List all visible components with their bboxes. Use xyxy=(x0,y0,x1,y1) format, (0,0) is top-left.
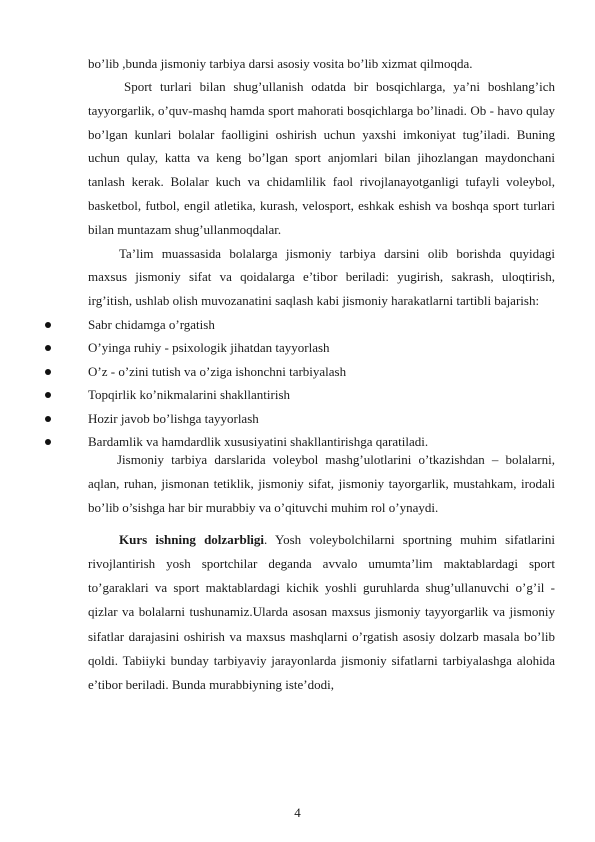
section-text: . Yosh voleybolchilarni sportning muhim sifatlarini rivojlantirish yosh sportchilar deganda avvalo umumta’lim maktablardagi sport to’garaklari va sport maktablardagi kichik yoshli guruhlarda shug’ullanuvchi o’g’il - qizlar va bolalarni tushunamiz.Ularda asosan maxsus jismoniy tayyorgarlik va jismoniy sifatlar darajasini oshirish va maxsus mashqlarni o’rgatish asosiy dolzarb masala bo’lib qoldi. Tabiiyki bunday tarbiyaviy jarayonlarda jismoniy sifatlarni tarbiyalashga alohida e’tibor beriladi. Bunda murabbiyning iste’dodi, xyxy=(88,531,555,693)
paragraph-sport-types: Sport turlari bilan shug’ullanish odatda bir bosqichlarga, ya’ni boshlang’ich tayyorgarlik, o’quv-mashq hamda sport mahorati bosqichlarga bo’linadi. Ob - havo qulay bo’lgan kunlari bolalar faolligini oshirish uchun yaxshi imkoniyat tug’iladi. Buning uchun qulay, katta va keng bo’lgan sport anjomlari bilan jihozlangan maydonchani tanlash kerak. Bolalar kuch va chidamlilik faol rivojlanayotganligi tufayli voleybol, basketbol, futbol, engil atletika, kurash, velosport, eshkak eshish va boshqa sport turlari bilan muntazam shug’ullanmoqdalar. xyxy=(88,79,555,237)
list-item: Hozir javob bo’lishga tayyorlash xyxy=(88,407,555,430)
bullet-icon xyxy=(45,369,51,375)
paragraph-education: Ta’lim muassasida bolalarga jismoniy tarbiya darsini olib borishda quyidagi maxsus jismoniy sifat va qoidalarga e’tibor beriladi: yugirish, sakrash, uloqtirish, irg’itish, ushlab olish muvozanatini saqlash kabi jismoniy harakatlarni tartibli bajarish: xyxy=(88,245,555,309)
bullet-list xyxy=(88,313,555,453)
bullet-icon xyxy=(45,416,51,422)
list-item: Topqirlik ko’nikmalarini shakllantirish xyxy=(88,383,555,406)
list-item: Bardamlik va hamdardlik xususiyatini shakllantirishga qaratiladi. xyxy=(88,430,555,453)
paragraph-volleyball: Jismoniy tarbiya darslarida voleybol mashg’ulotlarini o’tkazishdan – bolalarni, aqlan, ruhan, jismonan tetiklik, jismoniy sifat, jismoniy tayorgarlik, mustahkam, irodali bo’lib o’sishga har bir murabbiy va o’qituvchi muhim rol o’ynaydi. xyxy=(88,452,555,515)
page-number: 4 xyxy=(294,805,301,820)
bullet-icon xyxy=(45,439,51,445)
list-item: O’z - o’zini tutish va o’ziga ishonchni tarbiyalash xyxy=(88,360,555,383)
paragraph-intro: bo’lib ,bunda jismoniy tarbiya darsi asosiy vosita bo’lib xizmat qilmoqda. xyxy=(88,56,473,71)
paragraph-relevance xyxy=(88,528,555,697)
bullet-icon xyxy=(45,345,51,351)
bullet-icon xyxy=(45,322,51,328)
section-heading: Kurs ishning dolzarbligi xyxy=(119,531,265,547)
list-item: O’yinga ruhiy - psixologik jihatdan tayyorlash xyxy=(88,336,555,359)
list-item: Sabr chidamga o’rgatish xyxy=(88,313,555,336)
page-content xyxy=(88,54,555,697)
bullet-icon xyxy=(45,392,51,398)
